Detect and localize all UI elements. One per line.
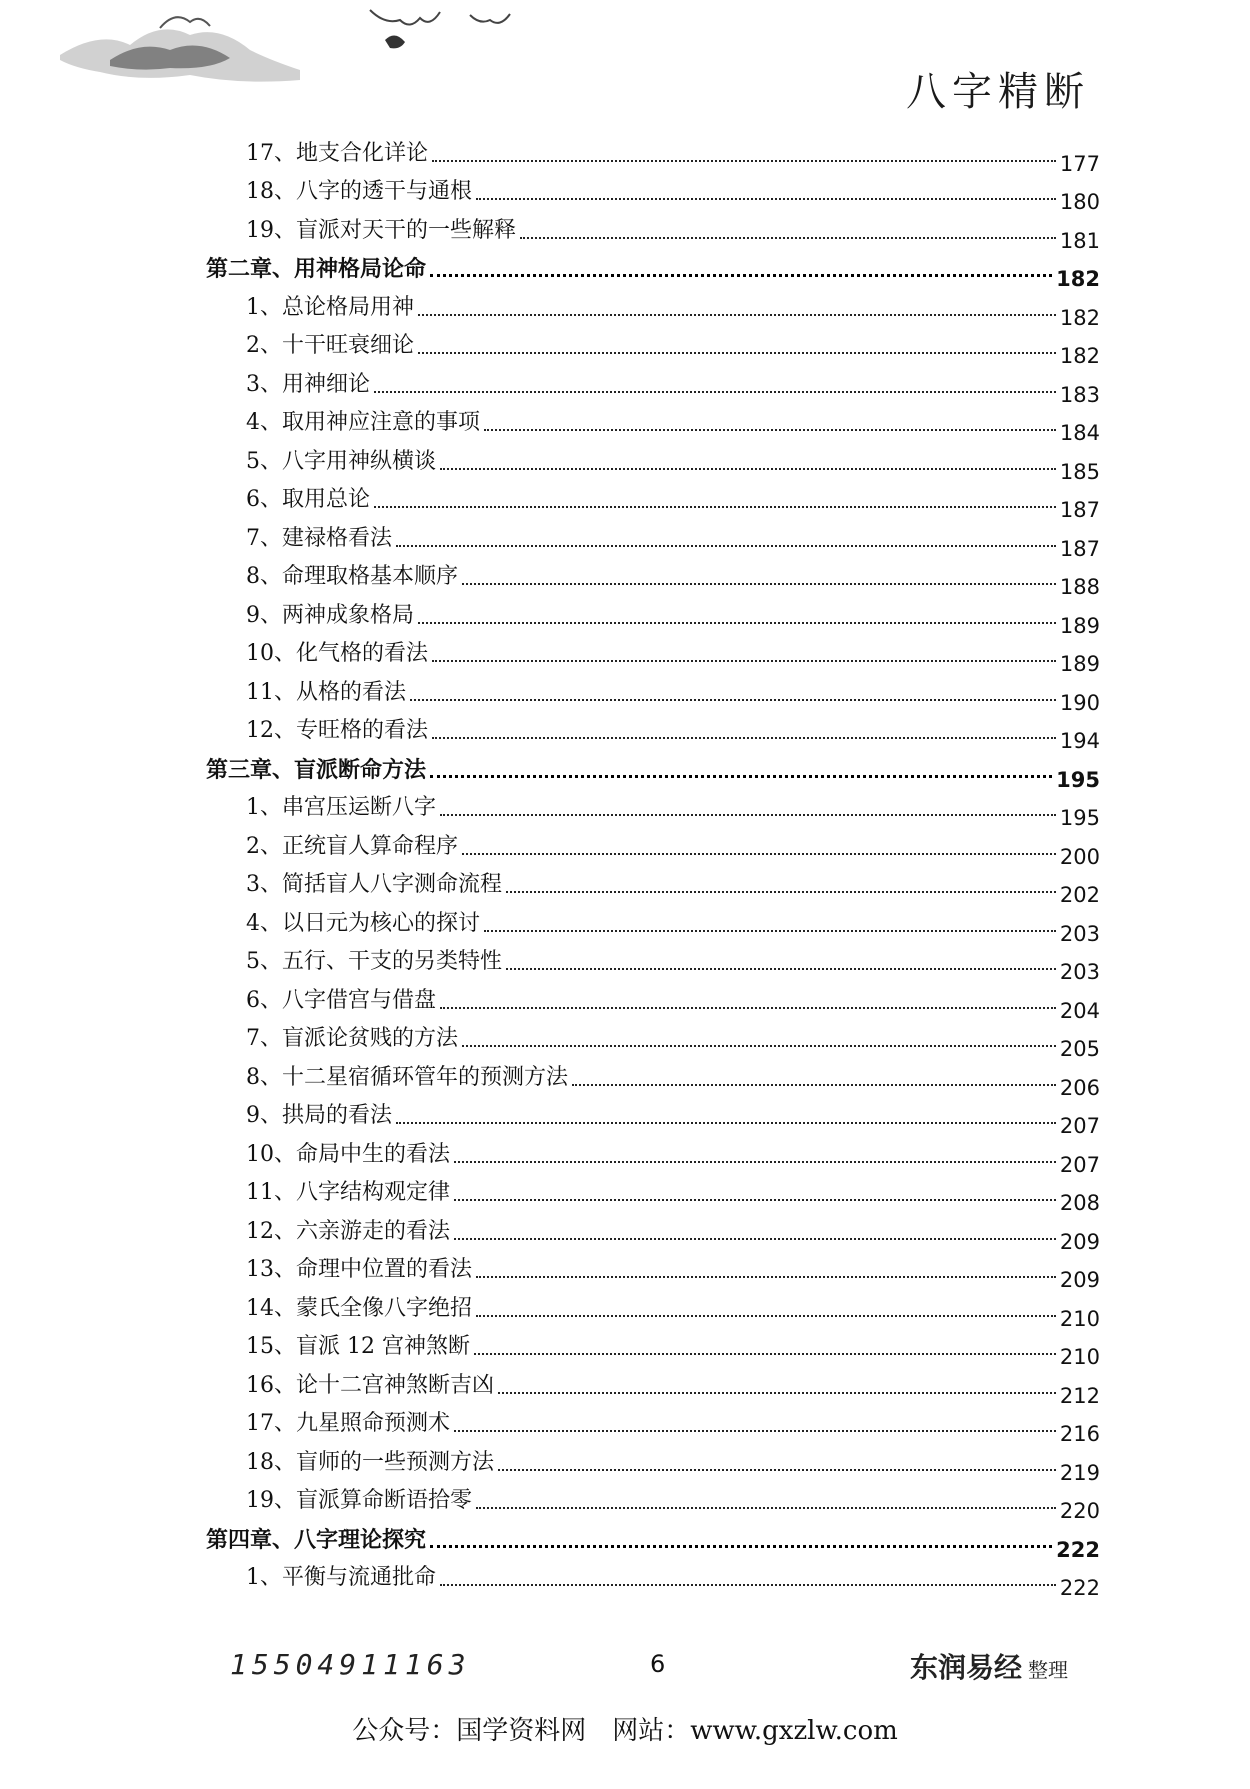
toc-entry-label: 19、盲派算命断语拾零	[246, 1488, 472, 1513]
toc-entry[interactable]	[200, 1089, 1100, 1138]
dot-leader	[440, 468, 1056, 470]
toc-entry-label: 9、拱局的看法	[246, 1103, 392, 1128]
dot-leader	[474, 1353, 1056, 1355]
toc-entry[interactable]	[200, 1474, 1100, 1523]
ink-landscape-illustration	[40, 0, 560, 120]
dot-leader	[462, 853, 1056, 855]
dot-leader	[462, 1045, 1056, 1047]
dot-leader	[430, 274, 1052, 277]
toc-entry-label: 2、正统盲人算命程序	[246, 833, 458, 859]
dot-leader	[454, 1430, 1056, 1432]
dot-leader	[432, 660, 1056, 662]
toc-entry-label: 11、从格的看法	[246, 679, 406, 705]
toc-entry-label: 1、串宫压运断八字	[246, 795, 436, 820]
toc-entry-label: 3、简括盲人八字测命流程	[246, 872, 502, 897]
dot-leader	[454, 1238, 1056, 1240]
toc-entry-page: 189	[1059, 613, 1100, 638]
toc-entry-label: 第二章、用神格局论命	[206, 256, 427, 282]
dot-leader	[476, 1315, 1056, 1317]
toc-entry-page: 182	[1056, 267, 1100, 291]
toc-entry[interactable]	[200, 1204, 1100, 1254]
dot-leader	[520, 237, 1056, 239]
dot-leader	[432, 737, 1056, 739]
toc-chapter-entry[interactable]	[200, 742, 1100, 792]
toc-entry-page: 210	[1059, 1345, 1100, 1369]
toc-entry[interactable]	[200, 319, 1100, 368]
toc-entry-page: 185	[1059, 459, 1100, 484]
toc-entry[interactable]	[200, 896, 1100, 946]
toc-entry-label: 第三章、盲派断命方法	[206, 756, 427, 783]
toc-entry-label: 5、五行、干支的另类特性	[246, 949, 502, 974]
dot-leader	[476, 1276, 1056, 1278]
toc-entry-label: 19、盲派对天干的一些解释	[246, 217, 516, 243]
dot-leader	[440, 1007, 1056, 1009]
toc-entry-label: 11、八字结构观定律	[246, 1180, 450, 1205]
dot-leader	[498, 1469, 1056, 1471]
toc-entry-label: 15、盲派 12 宫神煞断	[246, 1334, 470, 1359]
toc-entry-label: 7、盲派论贫贱的方法	[246, 1026, 458, 1051]
toc-entry-page: 212	[1059, 1383, 1100, 1408]
toc-entry-label: 17、地支合化详论	[246, 140, 428, 166]
dot-leader	[432, 160, 1056, 162]
toc-entry-label: 18、八字的透干与通根	[246, 179, 472, 204]
page-number: 6	[650, 1650, 666, 1678]
toc-entry[interactable]	[200, 935, 1100, 984]
toc-entry[interactable]	[200, 1435, 1100, 1485]
dot-leader	[476, 1507, 1056, 1509]
toc-entry-page: 203	[1059, 921, 1100, 946]
toc-entry-label: 1、平衡与流通批命	[246, 1565, 436, 1590]
toc-entry-page: 189	[1059, 652, 1100, 676]
toc-entry[interactable]	[200, 627, 1100, 676]
toc-entry[interactable]	[200, 396, 1100, 445]
toc-entry-page: 180	[1059, 190, 1100, 214]
dot-leader	[430, 1545, 1052, 1548]
dot-leader	[572, 1084, 1056, 1086]
toc-entry-label: 1、总论格局用神	[246, 294, 414, 320]
toc-entry[interactable]	[200, 973, 1100, 1023]
toc-entry-label: 12、专旺格的看法	[246, 718, 428, 743]
toc-entry-page: 205	[1059, 1037, 1100, 1061]
toc-entry[interactable]	[200, 511, 1100, 561]
toc-entry-label: 8、命理取格基本顺序	[246, 564, 458, 589]
toc-entry-label: 4、以日元为核心的探讨	[246, 910, 480, 936]
dot-leader	[430, 775, 1052, 778]
toc-entry[interactable]	[200, 1012, 1100, 1061]
toc-entry-page: 187	[1059, 536, 1100, 561]
toc-entry-page: 220	[1059, 1499, 1100, 1523]
toc-entry[interactable]	[200, 1127, 1100, 1177]
toc-entry[interactable]	[200, 1050, 1100, 1100]
dot-leader	[410, 699, 1056, 701]
toc-entry-page: 222	[1056, 1537, 1100, 1562]
dot-leader	[506, 891, 1056, 893]
table-of-contents	[200, 126, 1100, 1600]
toc-entry-page: 190	[1059, 690, 1100, 715]
editor-suffix: 整理	[1028, 1658, 1069, 1682]
book-title: 八字精断	[906, 69, 1090, 115]
dot-leader	[454, 1161, 1056, 1163]
toc-entry-label: 18、盲师的一些预测方法	[246, 1449, 494, 1475]
dot-leader	[462, 583, 1056, 585]
toc-entry-page: 182	[1059, 344, 1100, 368]
dot-leader	[396, 1122, 1056, 1124]
toc-chapter-entry[interactable]	[200, 242, 1100, 291]
toc-entry[interactable]	[200, 203, 1100, 253]
toc-entry[interactable]	[200, 858, 1100, 907]
toc-entry[interactable]	[200, 819, 1100, 869]
toc-entry[interactable]	[200, 357, 1100, 407]
toc-entry-label: 10、化气格的看法	[246, 641, 428, 666]
toc-entry[interactable]	[200, 1551, 1100, 1600]
dot-leader	[418, 314, 1056, 316]
toc-entry-label: 6、八字借宫与借盘	[246, 987, 436, 1013]
toc-entry[interactable]	[200, 1320, 1100, 1369]
dot-leader	[484, 429, 1056, 431]
toc-entry[interactable]	[200, 665, 1100, 715]
toc-entry[interactable]	[200, 1358, 1100, 1408]
dot-leader	[506, 968, 1056, 970]
toc-entry-page: 184	[1059, 421, 1100, 445]
toc-entry-label: 7、建禄格看法	[246, 525, 392, 551]
toc-entry-label: 2、十干旺衰细论	[246, 333, 414, 358]
dot-leader	[440, 814, 1056, 816]
toc-entry-page: 195	[1056, 767, 1100, 792]
toc-entry[interactable]	[200, 280, 1100, 330]
toc-entry[interactable]	[200, 473, 1100, 522]
dot-leader	[476, 198, 1056, 200]
toc-entry-label: 第四章、八字理论探究	[206, 1526, 427, 1553]
toc-entry[interactable]	[200, 704, 1100, 753]
toc-entry-page: 187	[1059, 498, 1100, 522]
toc-entry-page: 203	[1059, 960, 1100, 984]
toc-entry-page: 194	[1059, 729, 1100, 753]
dot-leader	[454, 1199, 1056, 1201]
toc-entry-label: 16、论十二宫神煞断吉凶	[246, 1372, 494, 1398]
toc-entry-page: 202	[1059, 883, 1100, 907]
toc-entry-page: 182	[1059, 305, 1100, 330]
toc-entry-label: 9、两神成象格局	[246, 602, 414, 628]
toc-entry-page: 195	[1059, 806, 1100, 830]
toc-entry-page: 210	[1059, 1306, 1100, 1331]
toc-entry[interactable]	[200, 165, 1100, 214]
toc-entry-label: 12、六亲游走的看法	[246, 1218, 450, 1244]
toc-entry-label: 8、十二星宿循环管年的预测方法	[246, 1064, 568, 1090]
toc-entry-label: 14、蒙氏全像八字绝招	[246, 1295, 472, 1321]
toc-entry-page: 188	[1059, 575, 1100, 599]
toc-entry-page: 209	[1059, 1268, 1100, 1292]
dot-leader	[418, 622, 1056, 624]
toc-entry[interactable]	[200, 550, 1100, 599]
toc-entry[interactable]	[200, 1397, 1100, 1446]
toc-entry-label: 5、八字用神纵横谈	[246, 448, 436, 474]
toc-entry-page: 208	[1059, 1191, 1100, 1215]
toc-entry-page: 200	[1059, 844, 1100, 869]
dot-leader	[396, 545, 1056, 547]
dot-leader	[418, 352, 1056, 354]
toc-entry-page: 206	[1059, 1075, 1100, 1100]
toc-entry-page: 209	[1059, 1229, 1100, 1254]
toc-entry-label: 10、命局中生的看法	[246, 1141, 450, 1167]
footer-phone: 15504911163	[230, 1648, 471, 1681]
toc-entry-page: 204	[1059, 998, 1100, 1023]
toc-entry-page: 177	[1059, 151, 1100, 176]
toc-entry-label: 6、取用总论	[246, 487, 370, 512]
toc-entry-page: 181	[1059, 228, 1100, 253]
toc-entry-label: 4、取用神应注意的事项	[246, 410, 480, 435]
dot-leader	[440, 1584, 1056, 1586]
toc-entry-label: 13、命理中位置的看法	[246, 1257, 472, 1282]
toc-entry[interactable]	[200, 588, 1100, 638]
toc-entry[interactable]	[200, 1243, 1100, 1292]
toc-entry-page: 207	[1059, 1152, 1100, 1177]
dot-leader	[374, 506, 1056, 508]
dot-leader	[374, 391, 1056, 393]
toc-entry-page: 207	[1059, 1114, 1100, 1138]
dot-leader	[498, 1392, 1056, 1394]
editor-name: 东润易经	[910, 1651, 1023, 1684]
toc-entry[interactable]	[200, 1166, 1100, 1215]
toc-entry[interactable]	[200, 434, 1100, 484]
toc-chapter-entry[interactable]	[200, 1512, 1100, 1562]
toc-entry-page: 216	[1059, 1422, 1100, 1446]
footer-source-line: 公众号：国学资料网 网站：www.gxzlw.com	[352, 1716, 898, 1746]
footer-editor	[910, 1646, 1068, 1686]
toc-entry[interactable]	[200, 1281, 1100, 1331]
toc-entry-label: 17、九星照命预测术	[246, 1411, 450, 1436]
toc-entry-page: 222	[1059, 1576, 1100, 1600]
toc-entry[interactable]	[200, 781, 1100, 830]
dot-leader	[484, 930, 1056, 932]
toc-entry[interactable]	[200, 126, 1100, 176]
toc-entry-label: 3、用神细论	[246, 371, 370, 397]
toc-entry-page: 183	[1059, 382, 1100, 407]
toc-entry-page: 219	[1059, 1460, 1100, 1485]
